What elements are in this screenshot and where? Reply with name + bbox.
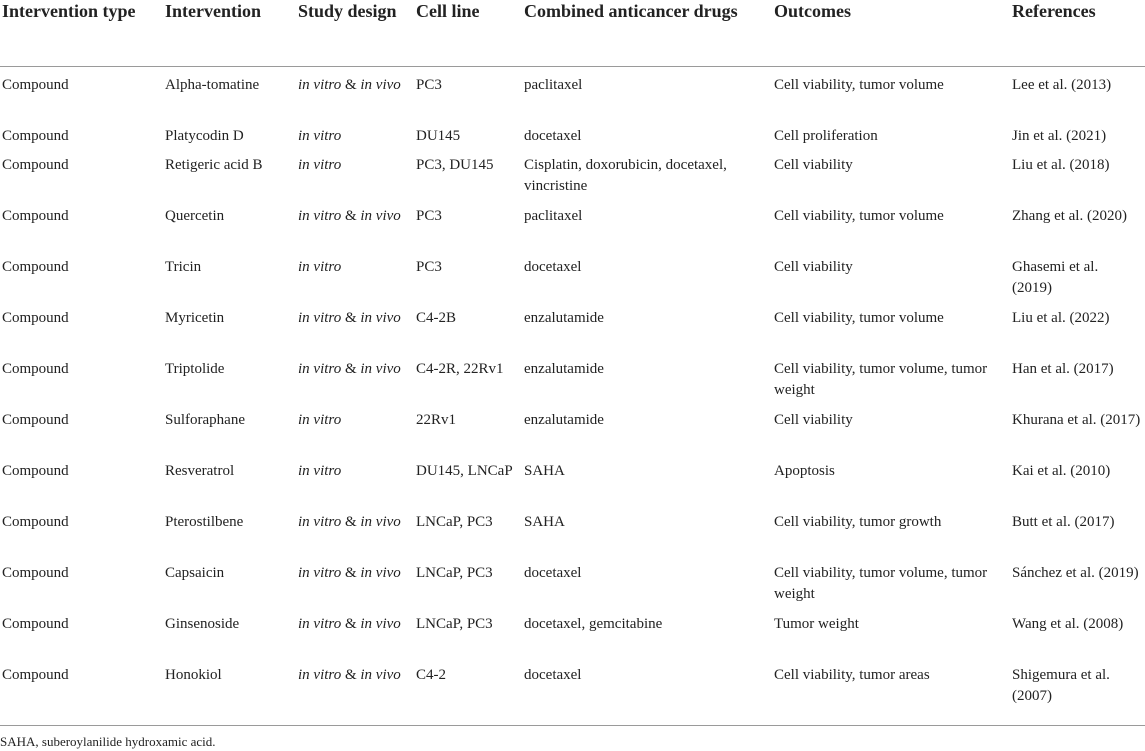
cell-study-design: in vitro	[298, 411, 342, 428]
cell-reference: Kai et al. (2010)	[1012, 462, 1111, 479]
cell-cell-line: C4-2R, 22Rv1	[416, 360, 504, 377]
cell-outcomes: Cell viability, tumor volume	[774, 207, 944, 224]
cell-study-design: in vitro & in vivo	[298, 666, 401, 683]
cell-reference: Han et al. (2017)	[1012, 360, 1114, 377]
cell-outcomes: Cell viability, tumor areas	[774, 666, 930, 683]
cell-outcomes: Cell proliferation	[774, 127, 878, 144]
column-header: Combined anticancer drugs	[524, 1, 738, 21]
cell-study-design: in vitro	[298, 156, 342, 173]
table-row	[0, 198, 1145, 249]
cell-reference: Ghasemi et al. (2019)	[1012, 258, 1099, 296]
cell-outcomes: Cell viability, tumor volume, tumor weight	[774, 564, 988, 602]
table-row	[0, 402, 1145, 453]
cell-outcomes: Cell viability, tumor volume	[774, 309, 944, 326]
cell-intervention-type: Compound	[2, 258, 69, 275]
cell-reference: Jin et al. (2021)	[1012, 127, 1107, 144]
cell-cell-line: PC3	[416, 207, 442, 224]
cell-intervention-type: Compound	[2, 127, 69, 144]
cell-intervention-type: Compound	[2, 360, 69, 377]
cell-outcomes: Cell viability, tumor growth	[774, 513, 942, 530]
cell-cell-line: LNCaP, PC3	[416, 564, 493, 581]
cell-combined-drugs: docetaxel	[524, 564, 582, 581]
cell-intervention-type: Compound	[2, 309, 69, 326]
cell-combined-drugs: enzalutamide	[524, 309, 604, 326]
cell-reference: Lee et al. (2013)	[1012, 77, 1112, 93]
table-row	[0, 249, 1145, 300]
cell-outcomes: Cell viability, tumor volume	[774, 77, 944, 93]
cell-intervention-type: Compound	[2, 411, 69, 428]
cell-study-design: in vitro & in vivo	[298, 360, 401, 377]
table-row	[0, 453, 1145, 504]
column-header: Study design	[298, 1, 397, 21]
cell-outcomes: Cell viability, tumor volume, tumor weight	[774, 360, 988, 398]
cell-intervention: Retigeric acid B	[165, 156, 263, 173]
cell-cell-line: LNCaP, PC3	[416, 615, 493, 632]
table-row	[0, 606, 1145, 657]
cell-combined-drugs: SAHA	[524, 513, 565, 530]
cell-study-design: in vitro & in vivo	[298, 207, 401, 224]
cell-study-design: in vitro & in vivo	[298, 564, 401, 581]
cell-combined-drugs: SAHA	[524, 462, 565, 479]
cell-combined-drugs: docetaxel	[524, 127, 582, 144]
cell-outcomes: Cell viability	[774, 411, 853, 428]
table-bottom-rule	[0, 725, 1145, 726]
cell-reference: Liu et al. (2018)	[1012, 156, 1110, 173]
cell-reference: Zhang et al. (2020)	[1012, 207, 1127, 224]
table-footnote: SAHA, suberoylanilide hydroxamic acid.	[0, 734, 216, 749]
cell-study-design: in vitro & in vivo	[298, 615, 401, 632]
cell-cell-line: DU145	[416, 127, 461, 144]
table-row	[0, 351, 1145, 402]
cell-cell-line: LNCaP, PC3	[416, 513, 493, 530]
cell-combined-drugs: enzalutamide	[524, 411, 604, 428]
cell-reference: Butt et al. (2017)	[1012, 513, 1115, 530]
cell-reference: Khurana et al. (2017)	[1012, 411, 1141, 428]
cell-cell-line: C4-2	[416, 666, 446, 683]
cell-intervention: Quercetin	[165, 207, 225, 224]
cell-intervention-type: Compound	[2, 564, 69, 581]
cell-reference: Wang et al. (2008)	[1012, 615, 1124, 632]
cell-combined-drugs: docetaxel	[524, 666, 582, 683]
table-row	[0, 118, 1145, 147]
cell-reference: Sánchez et al. (2019)	[1012, 564, 1139, 581]
cell-combined-drugs: docetaxel	[524, 258, 582, 275]
cell-intervention: Capsaicin	[165, 564, 225, 581]
table-row	[0, 555, 1145, 606]
table-row	[0, 504, 1145, 555]
cell-intervention-type: Compound	[2, 156, 69, 173]
cell-intervention: Ginsenoside	[165, 615, 240, 632]
cell-combined-drugs: paclitaxel	[524, 77, 583, 93]
cell-intervention-type: Compound	[2, 513, 69, 530]
cell-combined-drugs: Cisplatin, doxorubicin, docetaxel, vincristine	[524, 156, 727, 194]
cell-intervention-type: Compound	[2, 615, 69, 632]
cell-study-design: in vitro & in vivo	[298, 309, 401, 326]
cell-cell-line: PC3	[416, 258, 442, 275]
cell-combined-drugs: enzalutamide	[524, 360, 604, 377]
table-row	[0, 300, 1145, 351]
cell-intervention-type: Compound	[2, 207, 69, 224]
cell-intervention: Alpha-tomatine	[165, 77, 260, 93]
cell-intervention: Platycodin D	[165, 127, 244, 144]
cell-study-design: in vitro & in vivo	[298, 513, 401, 530]
cell-outcomes: Cell viability	[774, 258, 853, 275]
cell-intervention: Tricin	[165, 258, 202, 275]
cell-intervention: Triptolide	[165, 360, 225, 377]
cell-combined-drugs: paclitaxel	[524, 207, 583, 224]
cell-cell-line: 22Rv1	[416, 411, 457, 428]
cell-study-design: in vitro	[298, 127, 342, 144]
cell-intervention-type: Compound	[2, 77, 69, 93]
cell-cell-line: PC3	[416, 77, 442, 93]
cell-intervention: Myricetin	[165, 309, 225, 326]
cell-study-design: in vitro & in vivo	[298, 77, 401, 93]
cell-outcomes: Cell viability	[774, 156, 853, 173]
column-header: Outcomes	[774, 1, 851, 21]
column-header: Intervention type	[2, 1, 136, 21]
cell-cell-line: PC3, DU145	[416, 156, 494, 173]
cell-intervention: Resveratrol	[165, 462, 235, 479]
cell-reference: Liu et al. (2022)	[1012, 309, 1110, 326]
table-row	[0, 657, 1145, 708]
column-header: References	[1012, 1, 1096, 21]
table-header-row	[0, 0, 1145, 67]
column-header: Cell line	[416, 1, 480, 21]
table-row	[0, 67, 1145, 118]
cell-cell-line: DU145, LNCaP	[416, 462, 513, 479]
cell-cell-line: C4-2B	[416, 309, 457, 326]
cell-study-design: in vitro	[298, 258, 342, 275]
column-header: Intervention	[165, 1, 261, 21]
cell-outcomes: Apoptosis	[774, 462, 835, 479]
cell-outcomes: Tumor weight	[774, 615, 859, 632]
cell-study-design: in vitro	[298, 462, 342, 479]
cell-intervention-type: Compound	[2, 462, 69, 479]
table-row	[0, 147, 1145, 198]
cell-combined-drugs: docetaxel, gemcitabine	[524, 615, 663, 632]
cell-reference: Shigemura et al. (2007)	[1012, 666, 1110, 704]
cell-intervention-type: Compound	[2, 666, 69, 683]
cell-intervention: Sulforaphane	[165, 411, 245, 428]
cell-intervention: Pterostilbene	[165, 513, 244, 530]
cell-intervention: Honokiol	[165, 666, 222, 683]
